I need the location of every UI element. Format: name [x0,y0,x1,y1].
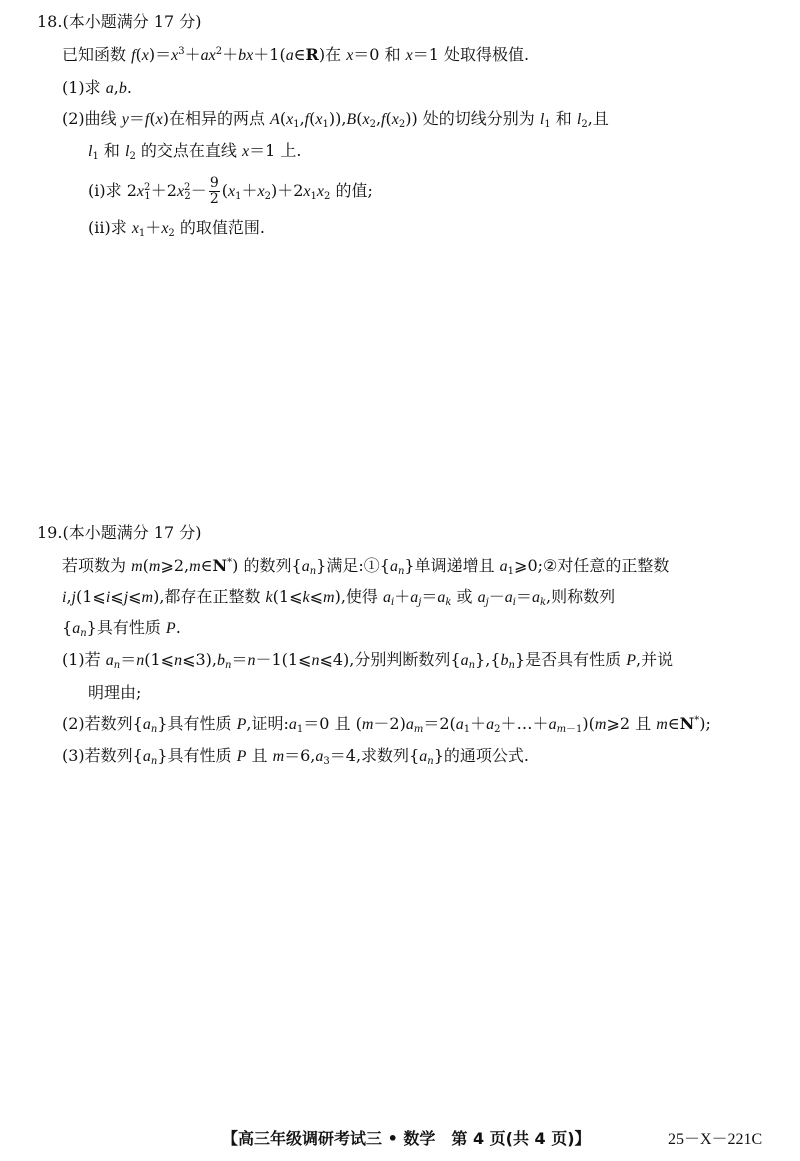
fraction-nine-halves: $\frac{9}{2}$ [209,175,219,207]
q18-part2-i: (i)求 $2x^2_1+2x^2_2-$ $\frac{9}{2}$ $(x_1+x_2)+2x_1x_2$ 的值; [88,175,373,207]
q19-part1-line1: (1)若 $a_n=n(1⩽n⩽3),b_n=n-1(1⩽n⩽4)$,分别判断数列$\{a_n\},\{b_n\}$是否具有性质 P,并说 [62,650,674,671]
q18-stem: 已知函数 $f(x)=x^3+ax^2+bx+1(a\in R)$在 x＝0 和 x＝1 处取得极值. [62,45,530,64]
page-footer-title: 【高三年级调研考试三 • 数学 第 4 页(共 4 页)】 [222,1129,591,1148]
q18-header: 18.(本小题满分 17 分) [37,12,202,31]
q19-stem-line2: i,j(1⩽i⩽j⩽m),都存在正整数 k(1⩽k⩽m),使得 $a_i+a_j=a_k$ 或 $a_j-a_i=a_k$,则称数列 [62,587,616,608]
q19-stem-line1: 若项数为 m(m⩾2,m∈N*) 的数列$\{a_n\}$满足$:①\{a_n\}$单调递增且 $a_1⩾0;②$对任意的正整数 [62,556,670,577]
q18-part1: (1)求 a,b. [62,78,132,97]
q19-part1-line2: 明理由; [88,683,142,702]
q19-stem-line3: $\{a_n\}$具有性质 P. [62,618,181,639]
q18-part2-line1: (2)曲线 y＝f(x)在相异的两点 $A(x_1,f(x_1)),B(x_2,f(x_2))$ 处的切线分别为 $l_1$ 和 $l_2$,且 [62,109,609,130]
q19-part3: (3)若数列$\{a_n\}$具有性质 P 且 $m=6,a_3=4$,求数列$\{a_n\}$的通项公式. [62,746,529,767]
q19-header: 19.(本小题满分 17 分) [37,523,202,542]
page-footer-code: 25－X－221C [668,1131,763,1148]
q19-part2: (2)若数列$\{a_n\}$具有性质 P,证明$:a_1=0$ 且 $(m-2)a_m=2(a_1+a_2+\dots+a_{m-1})(m⩾2$ 且 m∈N*); [62,714,711,735]
q18-part2-line2: $l_1$ 和 $l_2$ 的交点在直线 x＝1 上. [88,141,302,162]
q18-part2-ii: (ii)求 $x_1+x_2$ 的取值范围. [88,218,265,239]
